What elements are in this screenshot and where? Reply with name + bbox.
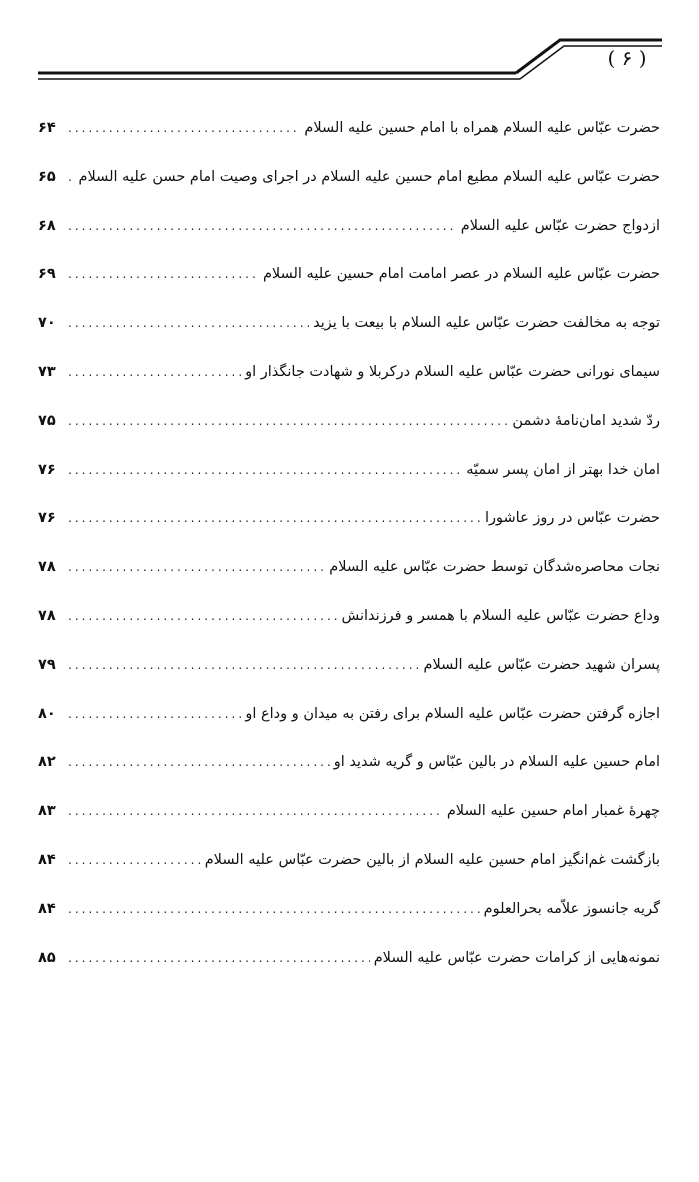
toc-entry-title: امام حسين عليه السلام در بالين عبّاس و گريه شديد او <box>333 754 660 771</box>
toc-entry-page: ۷۸ <box>38 559 56 576</box>
toc-entry-page: ۶۵ <box>38 168 56 185</box>
toc-entry-13[interactable] <box>38 690 660 739</box>
toc-entry-title: حضرت عبّاس عليه السلام همراه با امام حسين عليه السلام <box>304 120 660 136</box>
toc-entry-page: ۷۵ <box>38 412 56 429</box>
dot-leader <box>68 543 325 592</box>
toc-entry-7[interactable] <box>38 397 660 446</box>
toc-entry-2[interactable] <box>38 153 660 202</box>
dot-leader <box>68 446 462 495</box>
toc-entry-9[interactable] <box>38 494 660 543</box>
dot-leader <box>68 494 481 543</box>
toc-entry-page: ۷۳ <box>38 363 56 380</box>
page-number: ( ۶ ) <box>607 46 647 70</box>
toc-entry-page: ۸۴ <box>38 900 56 917</box>
toc-entry-10[interactable] <box>38 543 660 592</box>
toc-entry-title: ردّ شديد امان‌نامۀ دشمن <box>512 412 660 429</box>
toc-entry-page: ۸۴ <box>38 851 56 868</box>
dot-leader <box>68 348 241 397</box>
toc-entry-17[interactable] <box>38 885 660 934</box>
toc-entry-title: نجات محاصره‌شدگان توسط حضرت عبّاس عليه السلام <box>329 559 660 576</box>
toc-entry-title: ازدواج حضرت عبّاس عليه السلام <box>460 217 660 234</box>
toc-entry-page: ۸۲ <box>38 754 56 771</box>
dot-leader <box>68 104 300 153</box>
dot-leader <box>68 787 443 836</box>
toc-entry-page: ۸۳ <box>38 803 56 820</box>
toc-entry-page: ۷۶ <box>38 510 56 527</box>
dot-leader <box>68 934 370 983</box>
toc-entry-page: ۶۹ <box>38 266 56 283</box>
dot-leader <box>68 738 330 787</box>
toc-entry-page: ۸۰ <box>38 705 56 722</box>
toc-entry-page: ۷۰ <box>38 315 56 332</box>
toc-entry-12[interactable] <box>38 641 660 690</box>
dot-leader <box>68 153 75 202</box>
toc-entry-title: حضرت عبّاس عليه السلام مطيع امام حسين عليه السلام در اجراى وصيت امام حسن عليه السلام <box>78 168 660 185</box>
toc-entry-11[interactable] <box>38 592 660 641</box>
toc-entry-page: ۷۹ <box>38 656 56 673</box>
toc-entry-1[interactable] <box>38 104 660 153</box>
toc-entry-page: ۶۴ <box>38 120 56 136</box>
toc-entry-title: سيماى نورانى حضرت عبّاس عليه السلام دركربلا و شهادت جانگذار او <box>245 363 660 380</box>
dot-leader <box>68 592 337 641</box>
toc-entry-page: ۷۶ <box>38 461 56 478</box>
toc-entry-3[interactable] <box>38 202 660 251</box>
toc-entry-title: بازگشت غم‌انگيز امام حسين عليه السلام از بالين حضرت عبّاس عليه السلام <box>204 851 660 868</box>
dot-leader <box>68 299 309 348</box>
toc-entry-4[interactable] <box>38 250 660 299</box>
toc-entry-title: امان خدا بهتر از امان پسر سميّه <box>466 461 660 478</box>
toc-entry-page: ۷۸ <box>38 607 56 624</box>
toc-entry-page: ۶۸ <box>38 217 56 234</box>
page-header <box>0 0 699 100</box>
toc-entry-title: وداع حضرت عبّاس عليه السلام با همسر و فرزندانش <box>341 607 660 624</box>
toc-entry-title: گريه جانسوز علاّمه بحرالعلوم <box>483 900 660 917</box>
dot-leader <box>68 397 508 446</box>
toc-entry-15[interactable] <box>38 787 660 836</box>
dot-leader <box>68 202 457 251</box>
table-of-contents <box>38 104 660 982</box>
toc-entry-5[interactable] <box>38 299 660 348</box>
toc-entry-title: اجازه گرفتن حضرت عبّاس عليه السلام براى رفتن به ميدان و وداع او <box>245 705 660 722</box>
toc-entry-6[interactable] <box>38 348 660 397</box>
dot-leader <box>68 836 201 885</box>
toc-entry-page: ۸۵ <box>38 949 56 966</box>
toc-entry-title: حضرت عبّاس عليه السلام در عصر امامت امام حسين عليه السلام <box>262 266 660 283</box>
toc-entry-16[interactable] <box>38 836 660 885</box>
dot-leader <box>68 690 241 739</box>
toc-entry-18[interactable] <box>38 934 660 983</box>
header-rule-ornament <box>0 0 699 100</box>
toc-entry-title: توجه به مخالفت حضرت عبّاس عليه السلام با بيعت با يزيد <box>313 315 660 332</box>
dot-leader <box>68 641 420 690</box>
toc-entry-8[interactable] <box>38 446 660 495</box>
toc-entry-title: پسران شهيد حضرت عبّاس عليه السلام <box>423 656 660 673</box>
toc-entry-title: چهرۀ غمبار امام حسين عليه السلام <box>446 803 660 820</box>
dot-leader <box>68 250 259 299</box>
toc-entry-title: حضرت عبّاس در روز عاشورا <box>485 510 660 527</box>
dot-leader <box>68 885 480 934</box>
toc-entry-14[interactable] <box>38 738 660 787</box>
toc-entry-title: نمونه‌هايى از كرامات حضرت عبّاس عليه السلام <box>373 949 660 966</box>
